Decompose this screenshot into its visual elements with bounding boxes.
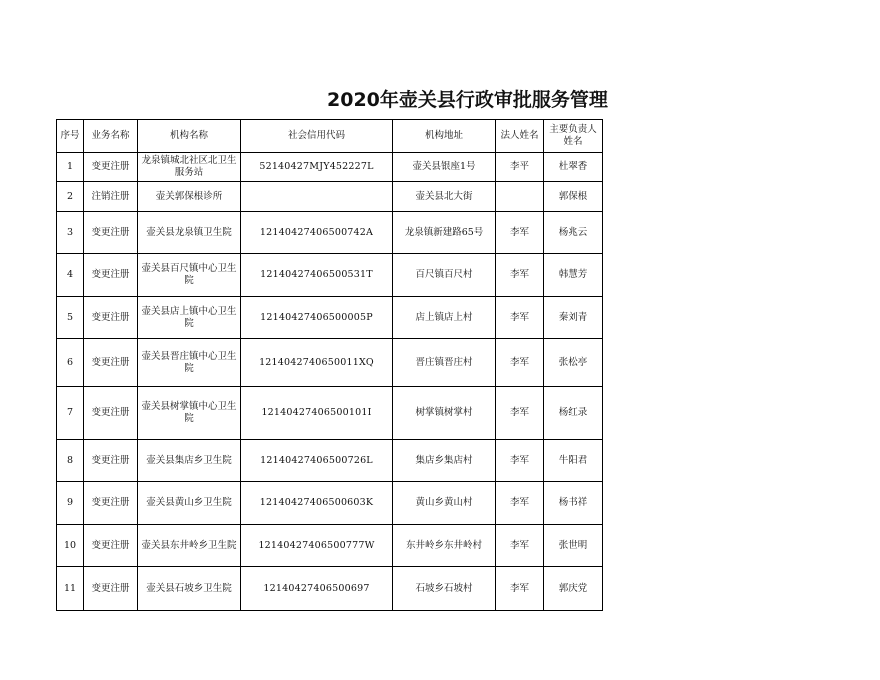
cell-business: 变更注册 [84,525,138,567]
cell-principal: 秦刘青 [544,297,603,339]
cell-org-name: 壶关县百尺镇中心卫生院 [138,254,241,297]
cell-legal-person: 李军 [496,254,544,297]
cell-principal: 杨兆云 [544,212,603,254]
cell-org-name: 龙泉镇城北社区北卫生服务站 [138,153,241,182]
cell-legal-person: 李军 [496,525,544,567]
page-title: 2020年壶关县行政审批服务管理 [327,89,608,111]
cell-legal-person [496,182,544,212]
cell-org-name: 壶关郭保根诊所 [138,182,241,212]
cell-org-name: 壶关县石坡乡卫生院 [138,567,241,611]
header-row [57,120,603,153]
cell-legal-person: 李平 [496,153,544,182]
cell-principal: 杨书祥 [544,482,603,525]
cell-credit-code: 12140427406500531T [241,254,393,297]
cell-principal: 杨红录 [544,387,603,440]
cell-business: 变更注册 [84,567,138,611]
cell-credit-code: 12140427406500005P [241,297,393,339]
cell-legal-person: 李军 [496,440,544,482]
cell-business: 变更注册 [84,212,138,254]
header-legal-person: 法人姓名 [496,120,544,153]
cell-seq: 5 [57,297,84,339]
cell-legal-person: 李军 [496,567,544,611]
cell-credit-code: 12140427406500603K [241,482,393,525]
cell-principal: 杜翠香 [544,153,603,182]
table-row [57,567,603,611]
cell-business: 变更注册 [84,297,138,339]
table-row [57,339,603,387]
cell-seq: 2 [57,182,84,212]
cell-seq: 3 [57,212,84,254]
cell-credit-code [241,182,393,212]
cell-org-name: 壶关县黄山乡卫生院 [138,482,241,525]
header-principal: 主要负责人姓名 [544,120,603,153]
cell-address: 店上镇店上村 [393,297,496,339]
cell-address: 晋庄镇晋庄村 [393,339,496,387]
cell-legal-person: 李军 [496,212,544,254]
cell-address: 东井岭乡东井岭村 [393,525,496,567]
cell-principal: 张世明 [544,525,603,567]
header-business: 业务名称 [84,120,138,153]
cell-org-name: 壶关县店上镇中心卫生院 [138,297,241,339]
header-address: 机构地址 [393,120,496,153]
cell-business: 变更注册 [84,387,138,440]
header-seq: 序号 [57,120,84,153]
cell-principal: 郭保根 [544,182,603,212]
cell-legal-person: 李军 [496,297,544,339]
cell-address: 壶关县北大街 [393,182,496,212]
cell-org-name: 壶关县树掌镇中心卫生院 [138,387,241,440]
cell-principal: 韩慧芳 [544,254,603,297]
cell-seq: 7 [57,387,84,440]
cell-credit-code: 12140427406500697 [241,567,393,611]
cell-legal-person: 李军 [496,339,544,387]
table-row [57,525,603,567]
cell-business: 变更注册 [84,440,138,482]
cell-business: 变更注册 [84,254,138,297]
cell-org-name: 壶关县东井岭乡卫生院 [138,525,241,567]
cell-legal-person: 李军 [496,387,544,440]
cell-address: 龙泉镇新建路65号 [393,212,496,254]
table-row [57,212,603,254]
cell-credit-code: 12140427406500726L [241,440,393,482]
cell-org-name: 壶关县集店乡卫生院 [138,440,241,482]
cell-address: 百尺镇百尺村 [393,254,496,297]
cell-legal-person: 李军 [496,482,544,525]
cell-seq: 11 [57,567,84,611]
registry-table [56,119,603,611]
cell-seq: 8 [57,440,84,482]
cell-principal: 郭庆党 [544,567,603,611]
cell-principal: 张松亭 [544,339,603,387]
cell-business: 注销注册 [84,182,138,212]
header-org-name: 机构名称 [138,120,241,153]
cell-credit-code: 52140427MJY452227L [241,153,393,182]
cell-org-name: 壶关县龙泉镇卫生院 [138,212,241,254]
table-row [57,182,603,212]
cell-address: 壶关县银座1号 [393,153,496,182]
cell-business: 变更注册 [84,482,138,525]
cell-seq: 9 [57,482,84,525]
table-row [57,440,603,482]
table-row [57,153,603,182]
cell-org-name: 壶关县晋庄镇中心卫生院 [138,339,241,387]
cell-seq: 10 [57,525,84,567]
cell-address: 树掌镇树掌村 [393,387,496,440]
cell-principal: 牛阳君 [544,440,603,482]
cell-address: 石坡乡石坡村 [393,567,496,611]
cell-credit-code: 12140427406500101I [241,387,393,440]
table-row [57,297,603,339]
table-row [57,482,603,525]
cell-seq: 6 [57,339,84,387]
table-row [57,387,603,440]
cell-business: 变更注册 [84,339,138,387]
cell-seq: 4 [57,254,84,297]
table-row [57,254,603,297]
header-credit-code: 社会信用代码 [241,120,393,153]
cell-address: 集店乡集店村 [393,440,496,482]
cell-credit-code: 12140427406500777W [241,525,393,567]
cell-address: 黄山乡黄山村 [393,482,496,525]
cell-credit-code: 1214042740650011XQ [241,339,393,387]
cell-seq: 1 [57,153,84,182]
cell-business: 变更注册 [84,153,138,182]
cell-credit-code: 12140427406500742A [241,212,393,254]
